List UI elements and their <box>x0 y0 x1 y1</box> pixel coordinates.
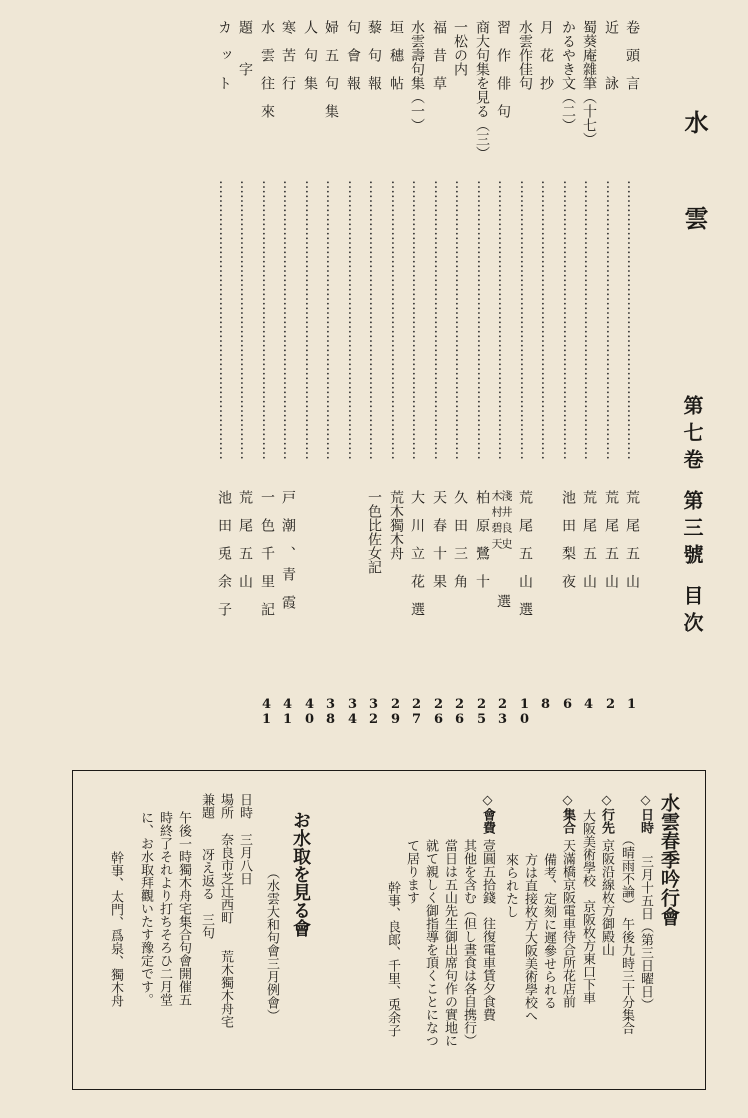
toc-entry-title: 句 會 報 <box>345 20 361 90</box>
toc-entry-page: 8 <box>538 697 553 712</box>
omizutori-date-value: 三月八日 <box>237 833 252 885</box>
toc-entry-title: 卷 頭 言 <box>624 20 640 90</box>
spring-fee-line2: 其他を含む（但し晝食は各自携行） <box>461 839 476 1047</box>
spring-organizers: 幹事、良郎、千里、兎余子 <box>385 881 400 1037</box>
toc-entry-page: 25 <box>474 697 489 727</box>
toc-entry-leader: …………………………………………………… <box>409 180 425 460</box>
omizutori-date-label: 日時 <box>237 793 252 819</box>
toc-entry-leader: …………………………………………………… <box>302 180 318 460</box>
toc-entry-author: 荒 尾 五 山 選 <box>517 490 533 616</box>
toc-entry-title: 寒 苦 行 <box>280 20 296 90</box>
toc-entry-page: 1 <box>624 697 639 712</box>
toc-entry-author: 荒 尾 五 山 <box>237 490 253 588</box>
toc-entry-title: 水雲壽句集（一） <box>409 20 425 132</box>
toc-entry-author: 天 春 十 果 <box>431 490 447 588</box>
toc-entry-page: 26 <box>431 697 446 727</box>
toc-entry-page: 41 <box>280 697 295 727</box>
toc-entry-author: 戸 潮 、 青 霞 <box>280 490 296 609</box>
spring-date-value: 三月十五日（第三日曜日） <box>638 855 653 1011</box>
toc-entry-leader: …………………………………………………… <box>259 180 275 460</box>
toc-entry-page: 34 <box>345 697 360 727</box>
toc-entry-title: 一松の内 <box>452 20 468 76</box>
toc-entry-page: 41 <box>259 697 274 727</box>
toc-entry-leader: …………………………………………………… <box>388 180 404 460</box>
toc-entry-author: 荒 尾 五 山 <box>603 490 619 588</box>
omizutori-title: お水取を見る會 <box>290 811 311 937</box>
toc-entry-leader: …………………………………………………… <box>280 180 296 460</box>
toc-entry-page: 29 <box>388 697 403 727</box>
toc-entry-leader: …………………………………………………… <box>345 180 361 460</box>
toc-entry-leader: …………………………………………………… <box>323 180 339 460</box>
spring-meet-label: ◇集合 <box>560 793 575 834</box>
toc-entry-title: 水雲作佳句 <box>517 20 533 90</box>
omizutori-place-label: 場所 <box>218 793 233 819</box>
spring-outing-title: 水雲春季吟行會 <box>658 793 680 926</box>
toc-entry-page: 23 <box>495 697 510 727</box>
toc-entry-leader: …………………………………………………… <box>538 180 554 460</box>
spring-date-note: （晴雨不論） 午後九時三十分集合 <box>619 833 634 1035</box>
toc-entry-author: 淺井良史 <box>500 490 513 554</box>
toc-entry-leader: …………………………………………………… <box>431 180 447 460</box>
toc-entry-title: 福 昔 草 <box>431 20 447 90</box>
toc-entry-title: かるやき文（二） <box>560 20 576 132</box>
spring-dest-line2: 大阪美術學校 京阪枚方東口下車 <box>580 809 595 1004</box>
toc-entry-title: 商大句集を見る（三） <box>474 20 490 160</box>
spring-fee-label: ◇會費 <box>480 793 495 834</box>
toc-entry-author: 久 田 三 角 <box>452 490 468 588</box>
spring-dest-label: ◇行先 <box>599 793 614 834</box>
toc-entry-title: 垣 穗 帖 <box>388 20 404 90</box>
spring-date-label: ◇日時 <box>638 793 653 834</box>
toc-entry-leader: …………………………………………………… <box>366 180 382 460</box>
toc-entry-leader: …………………………………………………… <box>237 180 253 460</box>
toc-entry-page: 2 <box>603 697 618 712</box>
toc-entry-title: 蜀葵庵雜筆（十七） <box>581 20 597 146</box>
spring-fee-line3: 當日は五山先生御出席句作の實地に <box>442 839 457 1047</box>
toc-entry-author: 大 川 立 花 選 <box>409 490 425 616</box>
toc-entry-page: 32 <box>366 697 381 727</box>
toc-entry-title: カ ッ ト <box>216 20 232 90</box>
toc-entry-leader: …………………………………………………… <box>216 180 232 460</box>
toc-entry-title: 水 雲 往 來 <box>259 20 275 118</box>
volume-number: 第七卷 第三號 目次 <box>680 395 704 639</box>
toc-entry-author: 荒木獨木舟 <box>388 490 404 560</box>
toc-entry-author: 池 田 兎 余 子 <box>216 490 232 616</box>
spring-meet-line1: 天滿橋京阪電車待合所花店前 <box>560 839 575 1008</box>
toc-entry-page: 26 <box>452 697 467 727</box>
toc-entry-author: 一 色 千 里 記 <box>259 490 275 616</box>
toc-entry-page: 40 <box>302 697 317 727</box>
magazine-title: 水 雲 <box>680 110 709 230</box>
toc-entry-title: 習 作 俳 句 <box>495 20 511 118</box>
toc-entry-page: 6 <box>560 697 575 712</box>
spring-meet-line4: 來られたし <box>503 853 518 918</box>
toc-entry-title: 人 句 集 <box>302 20 318 90</box>
toc-entry-leader: …………………………………………………… <box>474 180 490 460</box>
toc-entry-page: 10 <box>517 697 532 727</box>
omizutori-topic-value: 冴え返る 三句 <box>199 848 214 939</box>
toc-entry-page: 38 <box>323 697 338 727</box>
omizutori-desc-line1: 午後一時獨木舟宅集合句會開催五 <box>176 811 191 1006</box>
toc-entry-leader: …………………………………………………… <box>452 180 468 460</box>
toc-entry-title: 婦 五 句 集 <box>323 20 339 118</box>
toc-entry-page: 4 <box>581 697 596 712</box>
omizutori-place-value: 奈良市芝辻西町 荒木獨木舟宅 <box>218 833 233 1028</box>
toc-entry-author: 荒 尾 五 山 <box>581 490 597 588</box>
spring-meet-line3: 方は直接枚方大阪美術學校へ <box>522 853 537 1022</box>
spring-meet-line2: 備考、定刻に遲參せられる <box>541 853 556 1009</box>
omizutori-topic-label: 兼題 <box>199 793 214 819</box>
toc-entry-title: 題 字 <box>237 20 253 76</box>
toc-entry-leader: …………………………………………………… <box>495 180 511 460</box>
spring-dest-line1: 京阪沿線枚方御殿山 <box>599 839 614 956</box>
omizutori-organizers: 幹事、太門、爲泉、獨木舟 <box>108 851 123 1007</box>
toc-entry-leader: …………………………………………………… <box>603 180 619 460</box>
spring-fee-line1: 壹圓五拾錢 往復電車賃夕食費 <box>480 839 495 1021</box>
toc-entry-author: 池 田 梨 夜 <box>560 490 576 588</box>
toc-entry-leader: …………………………………………………… <box>624 180 640 460</box>
spring-fee-line5: て居ります <box>404 839 419 904</box>
toc-entry-page: 27 <box>409 697 424 727</box>
toc-entry-title: 近 詠 <box>603 20 619 90</box>
toc-entry-author: 木村碧天 <box>490 490 503 554</box>
toc-entry-author: 荒 尾 五 山 <box>624 490 640 588</box>
toc-entry-title: 月 花 抄 <box>538 20 554 90</box>
toc-entry-leader: …………………………………………………… <box>581 180 597 460</box>
toc-entry-leader: …………………………………………………… <box>517 180 533 460</box>
toc-entry-title: 藜 句 報 <box>366 20 382 90</box>
notice-box <box>72 770 706 1090</box>
toc-entry-author: 一色比佐女記 <box>366 490 382 574</box>
toc-entry-author: 柏 原 鷺 十 <box>474 490 490 588</box>
spring-fee-line4: 就て親しく御指導を頂くことになつ <box>423 839 438 1047</box>
omizutori-subtitle: （水雲大和句會三月例會） <box>264 866 279 1022</box>
toc-entry-author-suffix: 選 <box>495 594 511 608</box>
omizutori-desc-line2: 時終了それより打ちそろひ二月堂 <box>157 811 172 1006</box>
toc-entry-leader: …………………………………………………… <box>560 180 576 460</box>
omizutori-desc-line3: に、お水取拜觀いたす豫定です。 <box>138 811 153 1006</box>
